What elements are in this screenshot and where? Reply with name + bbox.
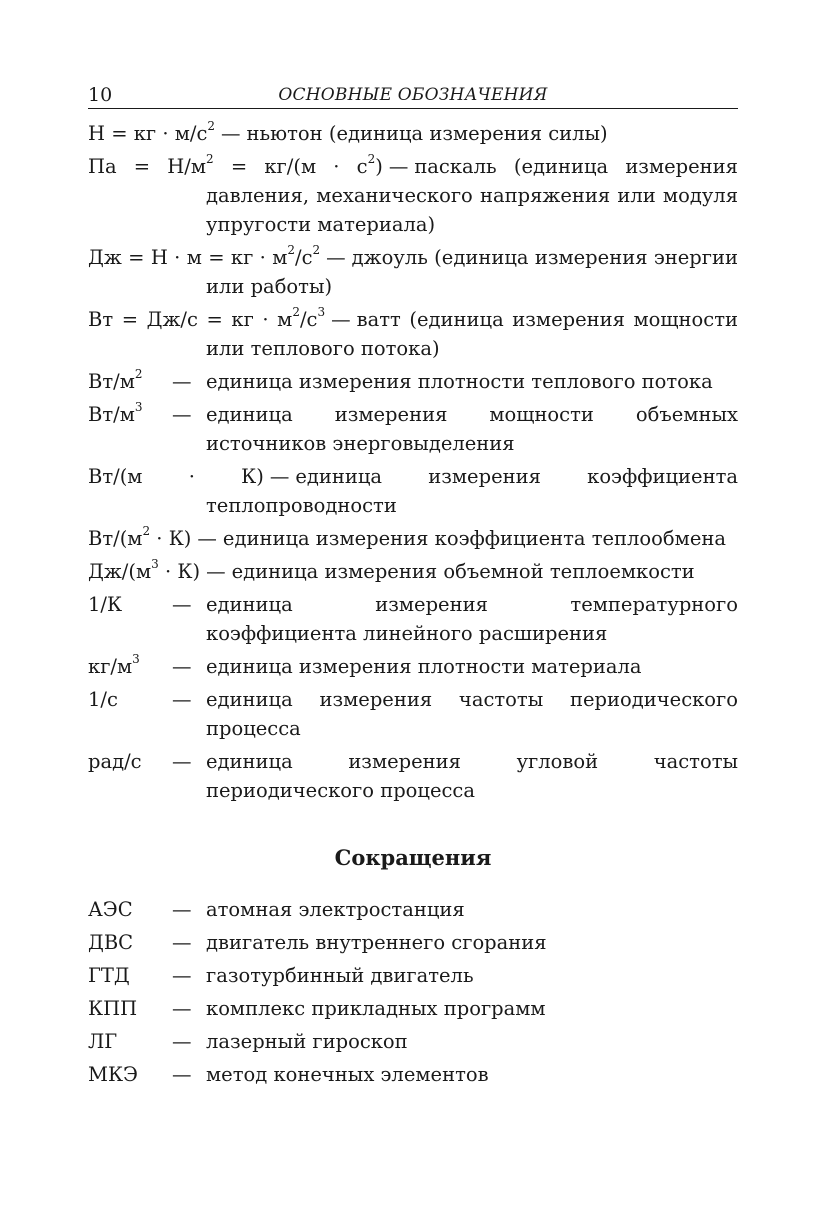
abbreviation-term: КПП [88, 997, 138, 1020]
unit-term: Па = $Н/м^2 = кг/(м \cdot с^2)$ [88, 151, 383, 178]
abbreviation-definition: двигатель внутреннего сгорания [206, 931, 547, 954]
unit-definition: единица измерения плотности теплового потока [206, 370, 713, 393]
unit-definition: единица измерения плотности материала [206, 655, 642, 678]
unit-term: рад/с [88, 750, 142, 773]
abbreviation-definition: лазерный гироскоп [206, 1030, 408, 1053]
unit-entry [88, 462, 738, 520]
dash: — [221, 122, 241, 145]
abbreviation-term: ЛГ [88, 1030, 118, 1053]
dash: — [172, 688, 192, 711]
abbreviation-term: АЭС [88, 898, 133, 921]
running-title: ОСНОВНЫЕ ОБОЗНАЧЕНИЯ [278, 85, 548, 105]
unit-term: Дж = Н · м = кг · $м^2/с^2$ [88, 242, 321, 269]
unit-term: 1/К [88, 593, 123, 616]
abbreviations-list [88, 895, 738, 1089]
unit-entry [88, 524, 738, 553]
abbreviation-definition: комплекс прикладных программ [206, 997, 546, 1020]
unit-entry [88, 590, 738, 648]
unit-term: 1/с [88, 688, 118, 711]
dash: — [326, 246, 346, 269]
dash: — [172, 964, 192, 987]
abbreviation-definition: метод конечных элементов [206, 1063, 489, 1086]
unit-definition: единица измерения частоты периодического процесса [206, 688, 738, 740]
unit-entry [88, 747, 738, 805]
unit-term: $Дж/(м^3 \cdot К)$ [88, 556, 201, 583]
unit-definition: единица измерения угловой частоты периодического процесса [206, 750, 738, 802]
abbreviation-row [88, 961, 738, 990]
dash: — [331, 308, 351, 331]
dash: — [206, 560, 226, 583]
dash: — [172, 593, 192, 616]
unit-definition: паскаль (единица измерения давления, механического напряжения или модуля упругости материала) [206, 155, 738, 236]
abbreviation-row [88, 928, 738, 957]
dash: — [172, 655, 192, 678]
unit-entry [88, 400, 738, 458]
dash: — [172, 403, 192, 426]
dash: — [172, 1030, 192, 1053]
unit-entry [88, 305, 738, 363]
unit-definition: ньютон (единица измерения силы) [246, 122, 608, 145]
abbreviation-term: ГТД [88, 964, 130, 987]
dash: — [197, 527, 217, 550]
abbreviation-row [88, 1027, 738, 1056]
abbreviation-definition: газотурбинный двигатель [206, 964, 474, 987]
abbreviation-row [88, 1060, 738, 1089]
section-heading: Сокращения [334, 845, 492, 870]
unit-entry [88, 652, 738, 681]
unit-term: $Вт/м^3$ [88, 399, 143, 426]
unit-entry [88, 685, 738, 743]
abbreviation-row [88, 994, 738, 1023]
running-head [88, 82, 738, 109]
dash: — [172, 898, 192, 921]
unit-definition: единица измерения объемной теплоемкости [231, 560, 695, 583]
abbreviation-term: ДВС [88, 931, 134, 954]
unit-entry [88, 119, 738, 148]
unit-definition: единица измерения температурного коэффициента линейного расширения [206, 593, 738, 645]
unit-definition: ватт (единица измерения мощности или теплового потока) [206, 308, 738, 360]
unit-definition: единица измерения коэффициента теплопроводности [206, 465, 738, 517]
unit-term: $кг/м^3$ [88, 651, 140, 678]
dash: — [388, 155, 409, 178]
dash: — [172, 370, 192, 393]
unit-definition: единица измерения коэффициента теплообмена [222, 527, 726, 550]
unit-term: Вт/(м · К) [88, 465, 264, 488]
dash: — [269, 465, 290, 488]
abbreviation-term: МКЭ [88, 1063, 138, 1086]
unit-definition: джоуль (единица измерения энергии или работы) [206, 246, 738, 298]
dash: — [172, 750, 192, 773]
unit-entry [88, 152, 738, 239]
unit-term: Вт = Дж/с = кг · $м^2/с^3$ [88, 304, 326, 331]
unit-definition: единица измерения мощности объемных источников энерговыделения [206, 403, 738, 455]
unit-term: Н = кг · $м/с^2$ [88, 118, 216, 145]
unit-entry [88, 367, 738, 396]
dash: — [172, 997, 192, 1020]
unit-term: $Вт/м^2$ [88, 366, 143, 393]
page-number: 10 [88, 84, 113, 106]
units-list [88, 119, 738, 805]
abbreviation-row [88, 895, 738, 924]
dash: — [172, 931, 192, 954]
page [88, 82, 738, 1093]
abbreviation-definition: атомная электростанция [206, 898, 465, 921]
unit-term: $Вт/(м^2 \cdot К)$ [88, 523, 192, 550]
unit-entry [88, 243, 738, 301]
unit-entry [88, 557, 738, 586]
dash: — [172, 1063, 192, 1086]
